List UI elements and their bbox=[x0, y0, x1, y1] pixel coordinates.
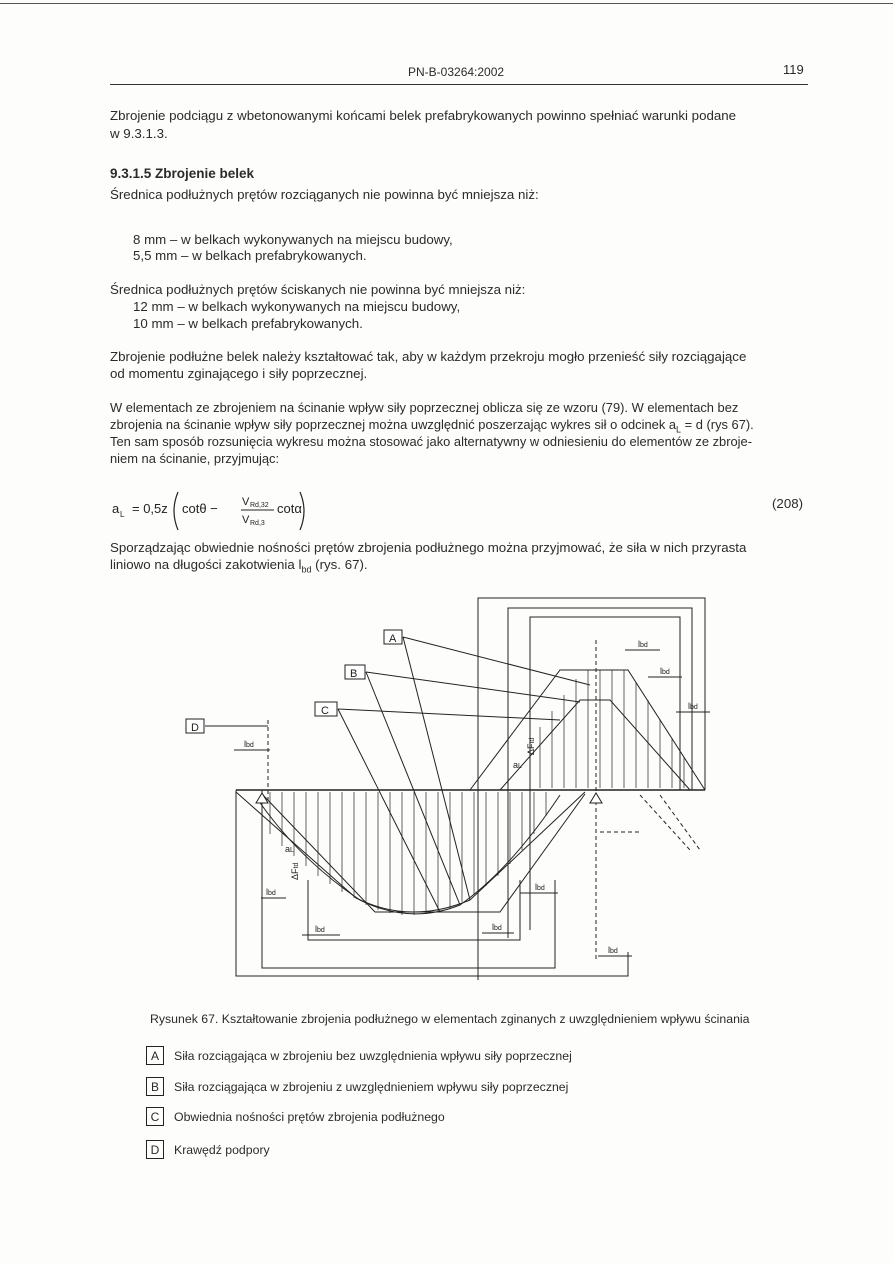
list-item: 10 mm – w belkach prefabrykowanych. bbox=[133, 316, 363, 331]
lbd-label: lbd bbox=[638, 639, 648, 649]
top-bar-inner bbox=[530, 617, 680, 930]
leader-B2 bbox=[366, 672, 460, 905]
eq-cot-theta: cotθ − bbox=[182, 501, 218, 516]
paragraph-5-line-4: niem na ścinanie, przyjmując: bbox=[110, 451, 280, 466]
legend-item bbox=[146, 1140, 270, 1159]
tension-curve-B bbox=[258, 795, 560, 914]
paragraph-1-line-2: w 9.3.1.3. bbox=[110, 126, 168, 141]
lbd-label: lbd bbox=[315, 924, 325, 934]
lbd-label: lbd bbox=[660, 666, 670, 676]
leader-A bbox=[403, 637, 590, 685]
paragraph-4-line-1: Zbrojenie podłużne belek należy kształtować tak, aby w każdym przekroju mogło przenieść siły rozciągające bbox=[110, 349, 747, 364]
label-C: C bbox=[321, 705, 329, 717]
lbd-label: lbd bbox=[266, 887, 276, 897]
support-right bbox=[590, 793, 602, 803]
paragraph-5-line-3: Ten sam sposób rozsunięcia wykresu można stosować jako alternatywny w odniesieniu do elementów ze zbroje- bbox=[110, 434, 752, 449]
lbd-dimensions bbox=[234, 650, 710, 956]
bottom-bar-outer bbox=[236, 790, 628, 976]
section-title: 9.3.1.5 Zbrojenie belek bbox=[110, 166, 255, 181]
leader-C2 bbox=[338, 709, 440, 912]
eq-den-sub: Rd,3 bbox=[250, 520, 265, 527]
label-D: D bbox=[191, 722, 199, 734]
paragraph-6-line-1: Sporządzając obwiednie nośności prętów zbrojenia podłużnego można przyjmować, że siła w nich przyrasta bbox=[110, 540, 747, 555]
paragraph-6-line-2: liniowo na długości zakotwienia $l_{bd}$ (rys. 67). bbox=[110, 557, 368, 575]
legend-item bbox=[146, 1046, 572, 1065]
paragraph-2: Średnica podłużnych prętów rozciąganych nie powinna być mniejsza niż: bbox=[110, 187, 539, 202]
delta-F-label: ΔFtd bbox=[526, 737, 536, 755]
legend-key-box: C bbox=[146, 1107, 164, 1126]
lbd-label: lbd bbox=[535, 882, 545, 892]
label-A: A bbox=[389, 633, 397, 645]
delta-F-label: ΔFtd bbox=[290, 862, 300, 880]
top-bar-outer bbox=[478, 598, 705, 980]
dash-diag-1 bbox=[640, 795, 690, 850]
leader-A2 bbox=[403, 637, 470, 900]
legend-text: Siła rozciągająca w zbrojeniu bez uwzględnienia wpływu siły poprzecznej bbox=[174, 1048, 572, 1063]
lbd-label: lbd bbox=[608, 945, 618, 955]
leader-B bbox=[366, 672, 580, 702]
eq-den: V bbox=[242, 514, 250, 526]
header-standard: PN-B-03264:2002 bbox=[408, 65, 505, 79]
legend-key-box: B bbox=[146, 1077, 164, 1096]
aL-label: aL bbox=[513, 760, 522, 770]
lbd-label: lbd bbox=[492, 922, 502, 932]
list-item: 12 mm – w belkach wykonywanych na miejscu budowy, bbox=[133, 299, 461, 314]
paragraph-5-line-1: W elementach ze zbrojeniem na ścinanie wpływ siły poprzecznej oblicza się ze wzoru (79). W elementach bez bbox=[110, 400, 739, 415]
legend-text: Siła rozciągająca w zbrojeniu z uwzględnieniem wpływu siły poprzecznej bbox=[174, 1079, 569, 1094]
dash-diag-2 bbox=[660, 795, 700, 850]
envelope-C bbox=[262, 794, 585, 912]
legend-item bbox=[146, 1077, 568, 1096]
legend-text: Obwiednia nośności prętów zbrojenia podłużnego bbox=[174, 1109, 445, 1124]
lbd-label: lbd bbox=[688, 701, 698, 711]
eq-lhs: a bbox=[112, 501, 120, 516]
eq-num-sub: Rd,32 bbox=[250, 502, 269, 509]
figure-caption: Rysunek 67. Kształtowanie zbrojenia podłużnego w elementach zginanych z uwzględnieniem wpływu ścinania bbox=[150, 1012, 750, 1026]
eq-cot-alpha: cotα bbox=[277, 501, 302, 516]
legend-item bbox=[146, 1107, 445, 1126]
legend-key-box: D bbox=[146, 1140, 164, 1159]
paragraph-5-line-2: zbrojenia na ścinanie wpływ siły poprzecznej można uwzględnić poszerzając wykres sił o odcinek $a_L = d$ (rys 67). bbox=[110, 417, 754, 435]
hogging-diagram bbox=[470, 670, 705, 790]
eq-sign: = 0,5z bbox=[132, 501, 168, 516]
aL-label: aL bbox=[285, 844, 294, 854]
paragraph-4-line-2: od momentu zginającego i siły poprzecznej. bbox=[110, 366, 368, 381]
paragraph-3: Średnica podłużnych prętów ściskanych nie powinna być mniejsza niż: bbox=[110, 282, 526, 297]
list-item: 8 mm – w belkach wykonywanych na miejscu budowy, bbox=[133, 232, 453, 247]
list-item: 5,5 mm – w belkach prefabrykowanych. bbox=[133, 248, 367, 263]
eq-lhs-sub: L bbox=[120, 510, 125, 519]
legend-text: Krawędź podpory bbox=[174, 1142, 270, 1157]
paragraph-1-line-1: Zbrojenie podciągu z wbetonowanymi końcami belek prefabrykowanych powinno spełniać warunki podane bbox=[110, 108, 737, 123]
page-number: 119 bbox=[783, 62, 804, 77]
equation-number: (208) bbox=[772, 496, 804, 511]
eq-num: V bbox=[242, 496, 250, 508]
legend-key-box: A bbox=[146, 1046, 164, 1065]
lbd-label: lbd bbox=[244, 739, 254, 749]
label-B: B bbox=[350, 668, 358, 680]
